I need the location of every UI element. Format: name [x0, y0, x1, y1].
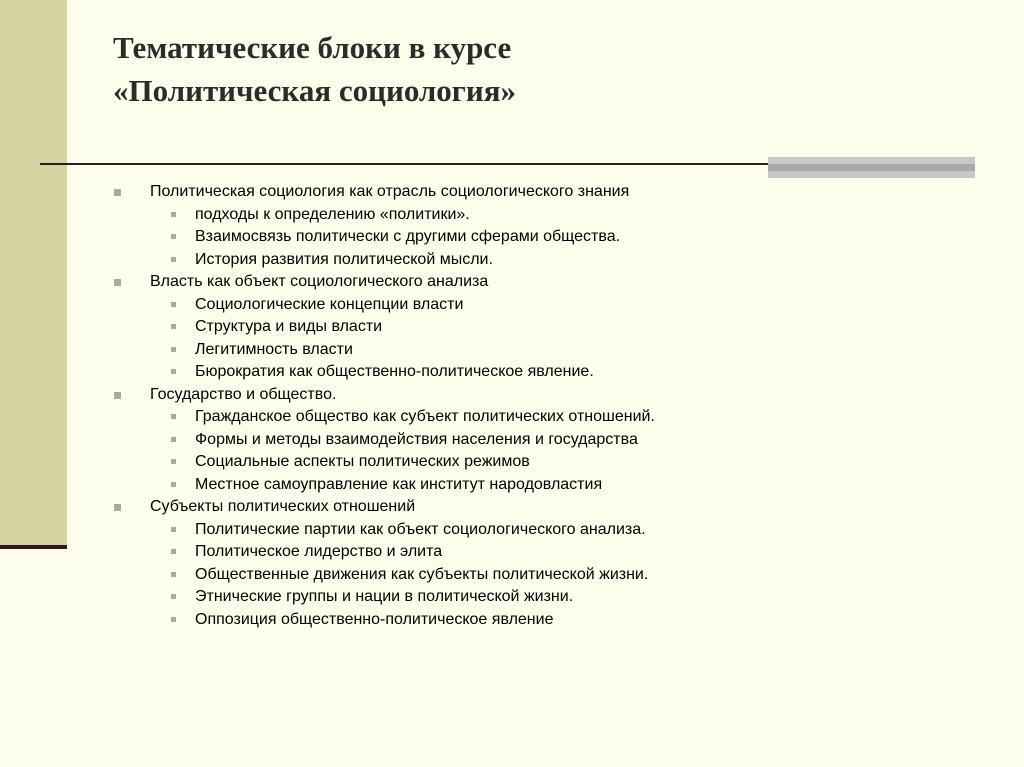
subtopic-label: Политические партии как объект социологического анализа. [195, 520, 646, 538]
subtopic-item [112, 474, 992, 497]
subtopic-label: Бюрократия как общественно-политическое явление. [195, 363, 594, 380]
subtopic-label: Легитимность власти [195, 340, 353, 358]
subtopic-label: Местное самоуправление как институт народовластия [195, 475, 603, 493]
side-decor-line [0, 545, 67, 549]
topic-label: Субъекты политических отношений [150, 498, 416, 515]
square-bullet-icon [114, 504, 121, 511]
subtopic-item [112, 294, 992, 317]
topic-block [112, 384, 992, 497]
subtopic-item [112, 249, 992, 272]
square-bullet-icon [171, 234, 176, 239]
subtopic-label: Оппозиция общественно-политическое явление [195, 610, 554, 628]
square-bullet-icon [171, 437, 176, 442]
square-bullet-icon [171, 459, 176, 464]
square-bullet-icon [171, 594, 176, 599]
square-bullet-icon [171, 347, 176, 352]
topic-heading [112, 271, 992, 294]
square-bullet-icon [171, 527, 176, 532]
topic-label: Политическая социология как отрасль социологического знания [150, 183, 630, 200]
square-bullet-icon [114, 392, 121, 399]
topic-heading [112, 384, 992, 407]
subtopic-item [112, 609, 992, 632]
square-bullet-icon [171, 617, 176, 622]
subtopic-label: Политическое лидерство и элита [195, 543, 443, 560]
square-bullet-icon [171, 212, 176, 217]
square-bullet-icon [171, 369, 176, 374]
subtopic-item [112, 451, 992, 474]
subtopic-label: История развития политической мысли. [195, 250, 493, 268]
square-bullet-icon [114, 189, 121, 196]
topic-heading [112, 496, 992, 519]
square-bullet-icon [171, 414, 176, 419]
square-bullet-icon [171, 549, 176, 554]
square-bullet-icon [171, 257, 176, 262]
subtopic-label: подходы к определению «политики». [195, 205, 470, 223]
topic-label: Власть как объект социологического анализа [150, 273, 489, 290]
topic-label: Государство и общество. [150, 385, 337, 403]
square-bullet-icon [171, 302, 176, 307]
title-divider-accent [768, 157, 975, 178]
subtopic-item [112, 226, 992, 249]
topic-block [112, 496, 992, 631]
slide-title [113, 26, 516, 112]
title-divider [40, 163, 770, 165]
subtopic-item [112, 339, 992, 362]
subtopic-item [112, 316, 992, 339]
slide-title-line-1: Тематические блоки в курсе [113, 30, 512, 65]
square-bullet-icon [171, 572, 176, 577]
square-bullet-icon [171, 482, 176, 487]
subtopic-item [112, 586, 992, 609]
subtopic-label: Взаимосвязь политически с другими сферами общества. [195, 228, 621, 245]
square-bullet-icon [171, 324, 176, 329]
subtopic-item [112, 204, 992, 227]
subtopic-item [112, 429, 992, 452]
subtopic-item [112, 564, 992, 587]
subtopic-label: Структура и виды власти [195, 318, 383, 335]
subtopic-label: Социологические концепции власти [195, 295, 464, 313]
slide-title-line-2: «Политическая социология» [113, 73, 517, 108]
topic-list [112, 181, 992, 631]
subtopic-item [112, 519, 992, 542]
subtopic-label: Гражданское общество как субъект политических отношений. [195, 408, 655, 425]
subtopic-label: Общественные движения как субъекты политической жизни. [195, 565, 649, 583]
subtopic-item [112, 541, 992, 564]
square-bullet-icon [114, 279, 121, 286]
topic-block [112, 271, 992, 384]
subtopic-item [112, 406, 992, 429]
subtopic-label: Этнические группы и нации в политической жизни. [195, 588, 574, 605]
subtopic-item [112, 361, 992, 384]
topic-block [112, 181, 992, 271]
subtopic-label: Формы и методы взаимодействия населения и государства [195, 430, 638, 448]
subtopic-label: Социальные аспекты политических режимов [195, 453, 530, 470]
topic-heading [112, 181, 992, 204]
side-decor-bar [0, 0, 67, 548]
